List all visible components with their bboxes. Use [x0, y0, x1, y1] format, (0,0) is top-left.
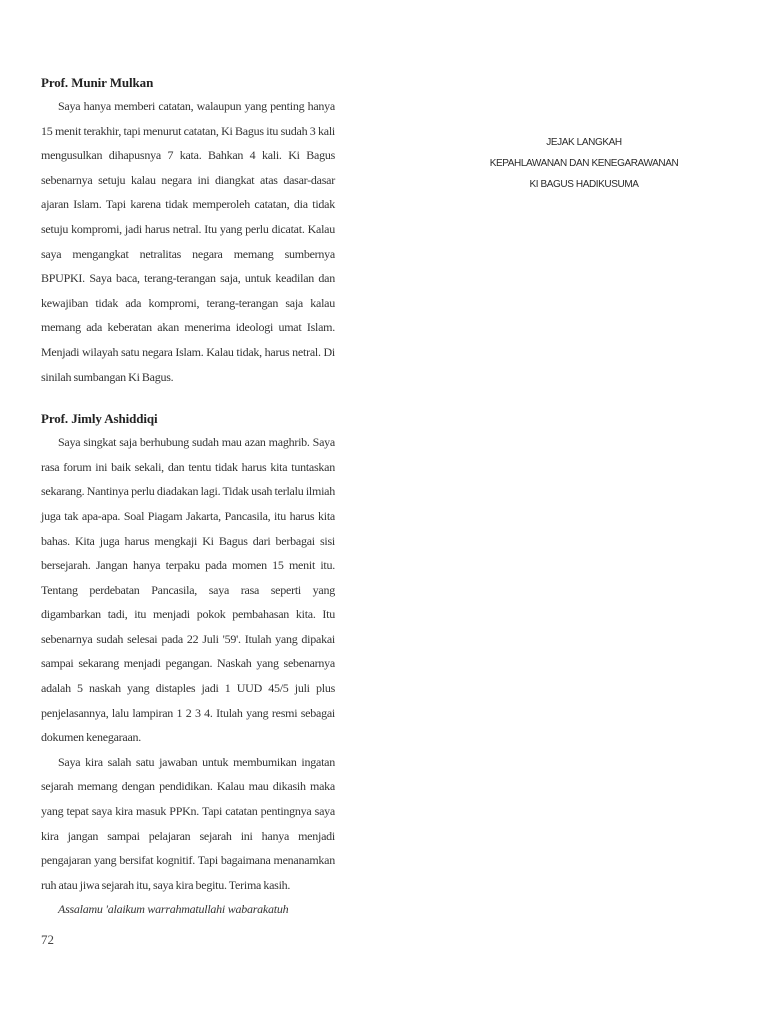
main-text-column [41, 72, 335, 922]
running-header-line-1: JEJAK LANGKAH [546, 137, 622, 148]
paragraph: Saya singkat saja berhubung sudah mau azan maghrib. Saya rasa forum ini baik sekali, dan tentu tidak harus kita tuntaskan sekarang. Nantinya perlu diadakan lagi. Tidak usah terlalu ilmiah juga tak apa-apa. Soal Piagam Jakarta, Pancasila, itu harus kita bahas. Kita juga harus mengkaji Ki Bagus dari berbagai sisi bersejarah. Jangan hanya terpaku pada momen 15 menit itu. Tentang perdebatan Pancasila, saya rasa seperti yang digambarkan tadi, itu menjadi pokok pembahasan kita. Itu sebenarnya sudah selesai pada 22 Juli '59'. Itulah yang dipakai sampai sekarang menjadi pegangan. Naskah yang sebenarnya adalah 5 naskah yang distaples jadi 1 UUD 45/5 juli plus penjelasannya, lalu lampiran 1 2 3 4. Itulah yang resmi sebagai dokumen kenegaraan. [41, 435, 335, 745]
running-header-line-3: KI BAGUS HADIKUSUMA [529, 179, 639, 190]
paragraph: Saya hanya memberi catatan, walaupun yang penting hanya 15 menit terakhir, tapi menurut catatan, Ki Bagus itu sudah 3 kali mengusulkan dihapusnya 7 kata. Bahkan 4 kali. Ki Bagus sebenarnya setuju kalau negara ini diangkat atas dasar-dasar ajaran Islam. Tapi karena tidak memperoleh catatan, dia tidak setuju kompromi, jadi harus netral. Itu yang perlu dicatat. Kalau saya mengangkat netralitas negara memang sumbernya BPUPKI. Saya baca, terang-terangan saja, untuk keadilan dan kewajiban tidak ada kompromi, terang-terangan saja kalau memang ada keberatan akan menerima ideologi umat Islam. Menjadi wilayah satu negara Islam. Kalau tidak, harus netral. Di sinilah sumbangan Ki Bagus. [41, 99, 335, 384]
speaker-name: Prof. Munir Mulkan [41, 75, 154, 90]
section-spacer [41, 389, 335, 408]
paragraph: Saya kira salah satu jawaban untuk membumikan ingatan sejarah memang dengan pendidikan. Kalau mau dikasih maka yang tepat saya kira masuk PPKn. Tapi catatan pentingnya saya kira jangan sampai pelajaran sejarah ini hanya menjadi pengajaran yang bersifat kognitif. Tapi bagaimana menanamkan ruh atau jiwa sejarah itu, saya kira begitu. Terima kasih. [41, 754, 335, 892]
closing-greeting: Assalamu 'alaikum warrahmatullahi wabarakatuh [58, 902, 289, 917]
page-number: 72 [41, 932, 54, 947]
running-header [470, 132, 698, 195]
section-munir-mulkan [41, 72, 335, 389]
speaker-name: Prof. Jimly Ashiddiqi [41, 411, 158, 427]
section-jimly-ashiddiqi [41, 408, 335, 922]
running-header-line-2: KEPAHLAWANAN DAN KENEGARAWANAN [489, 158, 679, 169]
